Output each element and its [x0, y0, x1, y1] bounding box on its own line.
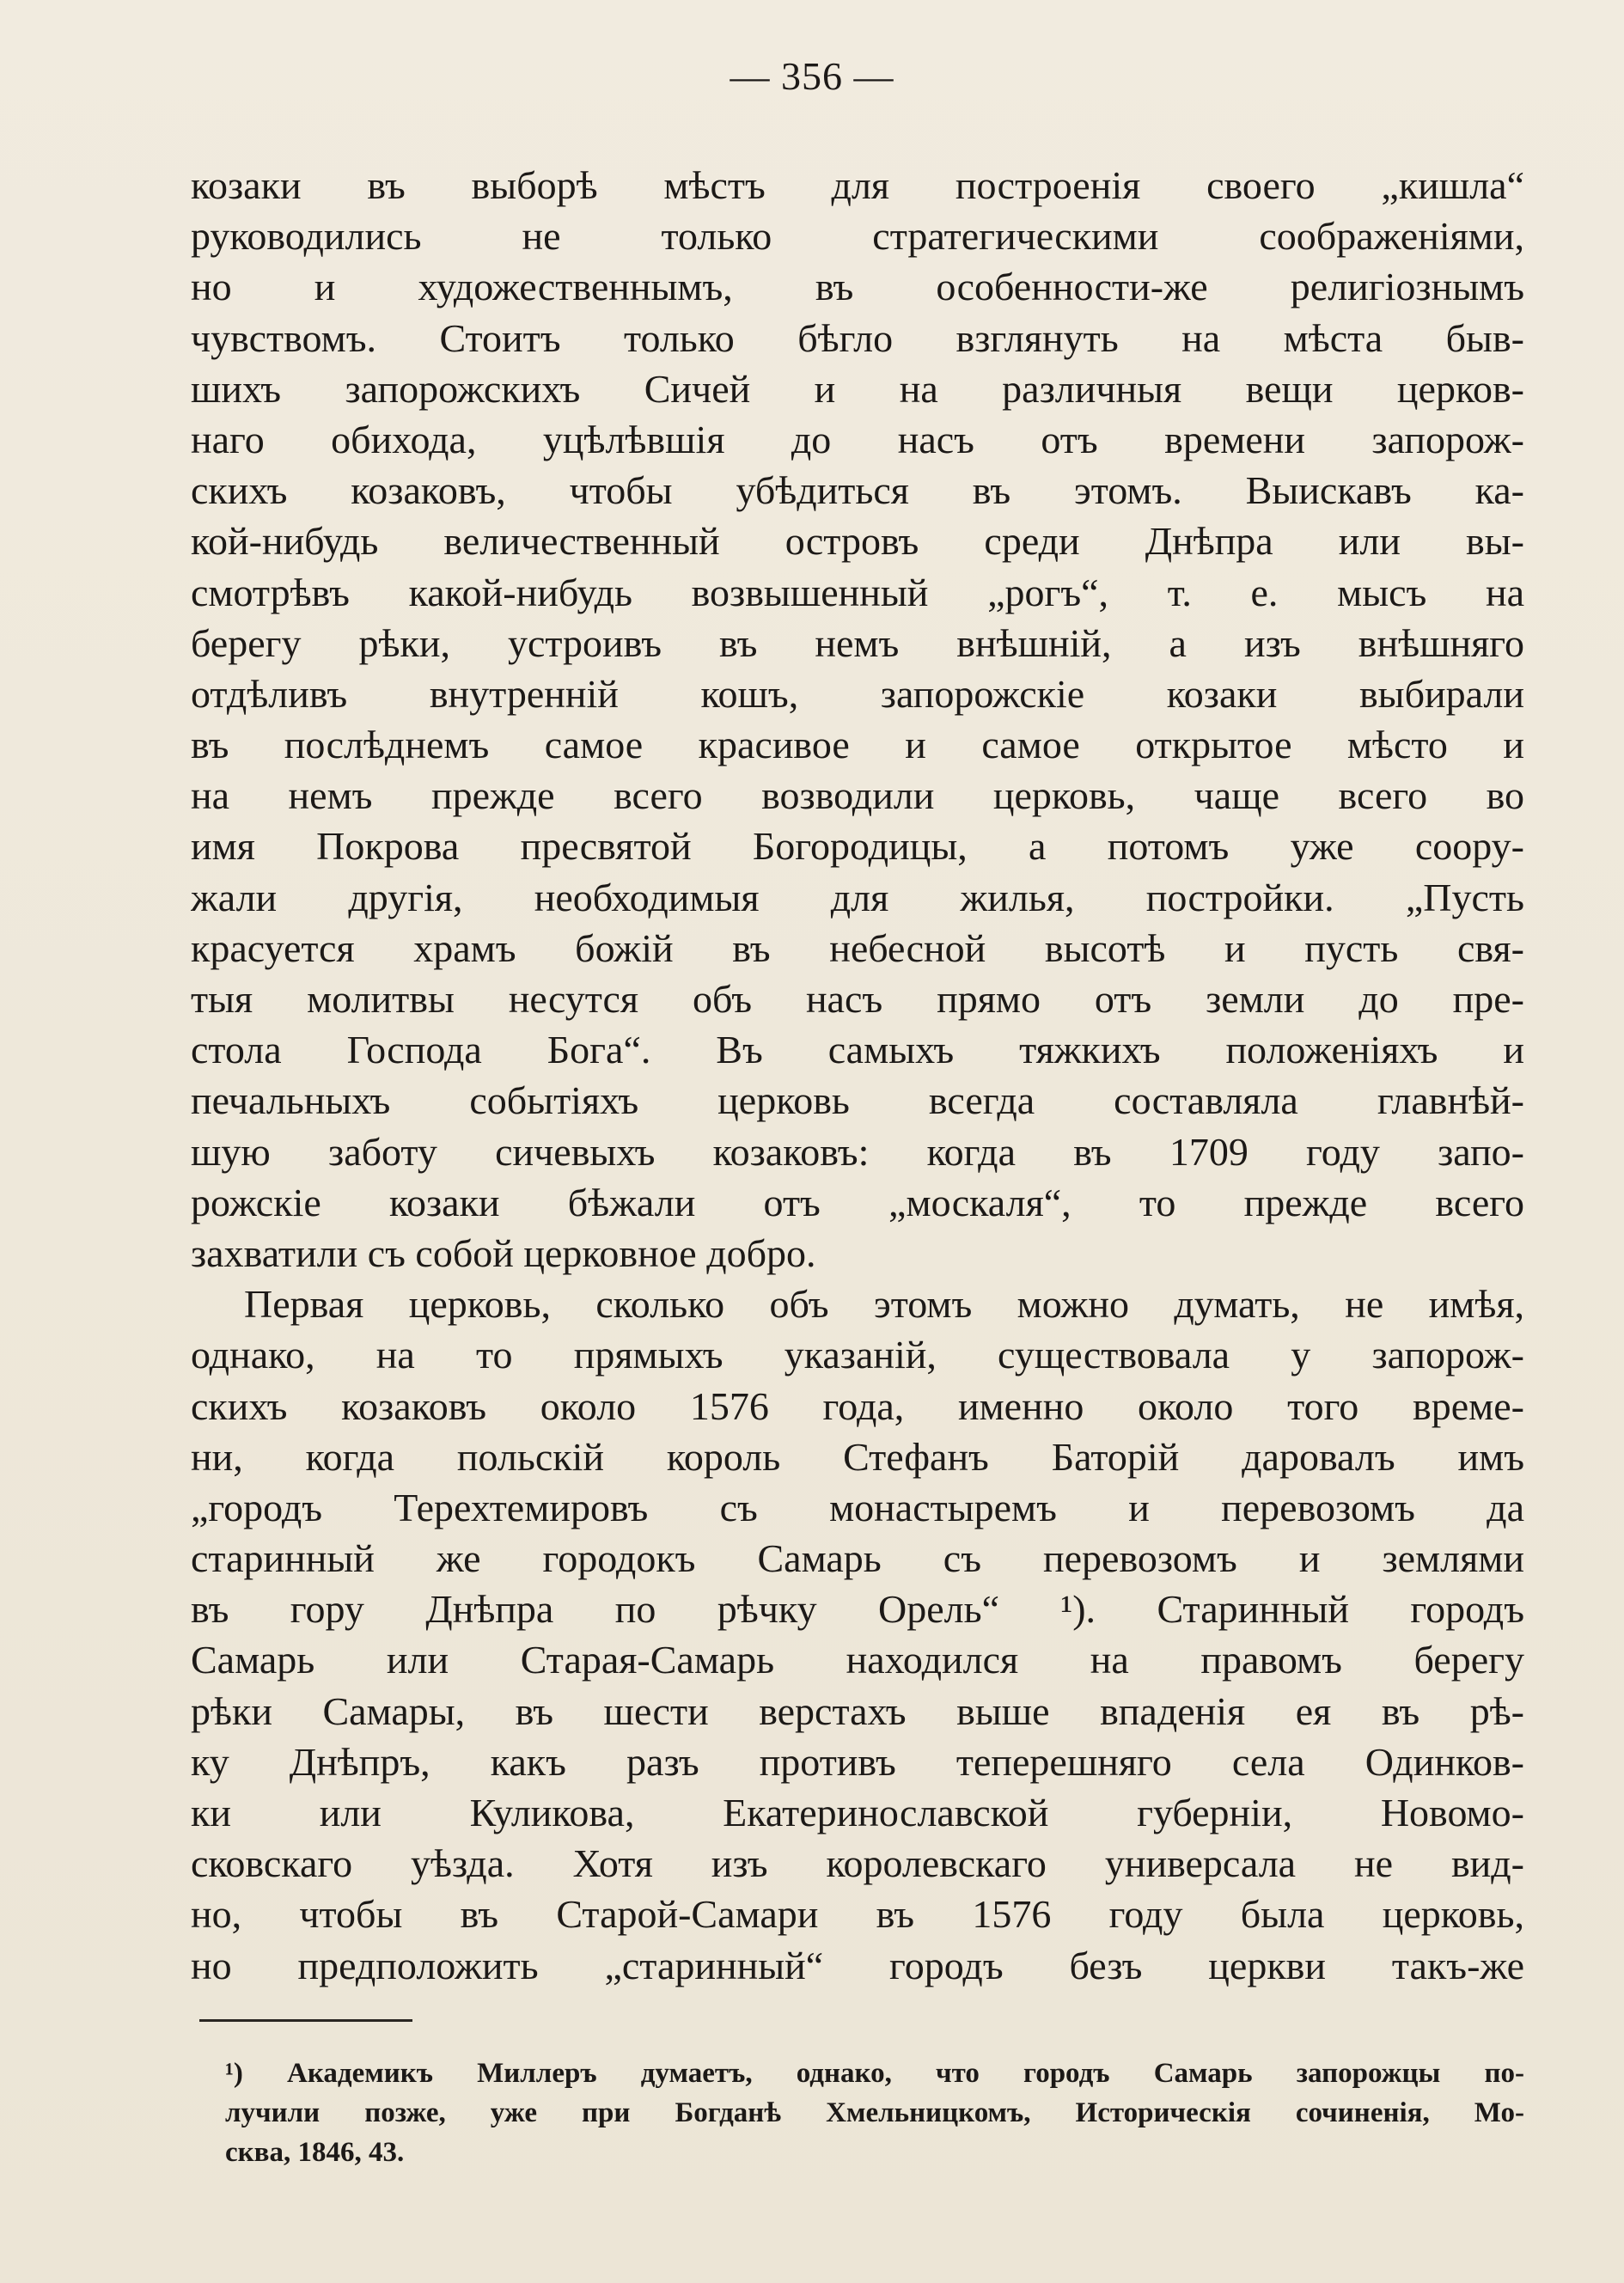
text-line: имя Покрова пресвятой Богородицы, а потомъ уже соору-: [191, 824, 1524, 869]
text-line: скихъ козаковъ около 1576 года, именно около того време-: [191, 1383, 1524, 1428]
text-line: скихъ козаковъ, чтобы убѣдиться въ этомъ. Выискавъ ка-: [191, 468, 1524, 513]
text-line: но и художественнымъ, въ особенности-же религіознымъ: [191, 265, 1524, 309]
footnote-divider: [199, 2019, 412, 2022]
body-text: [191, 160, 1524, 1991]
text-line: жали другія, необходимыя для жилья, постройки. „Пусть: [191, 875, 1524, 919]
text-line: чувствомъ. Стоитъ только бѣгло взглянуть на мѣста быв-: [191, 315, 1524, 360]
text-line: „городъ Терехтемировъ съ монастыремъ и перевозомъ да: [191, 1485, 1524, 1529]
text-line: руководились не только стратегическими соображеніями,: [191, 214, 1524, 259]
text-line: тыя молитвы несутся объ насъ прямо отъ земли до пре-: [191, 977, 1524, 1021]
text-line: Самарь или Старая-Самарь находился на правомъ берегу: [191, 1638, 1524, 1682]
text-line: рожскіе козаки бѣжали отъ „москаля“, то прежде всего: [191, 1180, 1524, 1224]
text-line: однако, на то прямыхъ указаній, существовала у запорож-: [191, 1333, 1524, 1377]
footnote: [225, 2054, 1524, 2172]
text-line: старинный же городокъ Самарь съ перевозомъ и землями: [191, 1536, 1524, 1581]
paragraph-end-line: захватили съ собой церковное добро.: [191, 1230, 816, 1275]
text-line: печальныхъ событіяхъ церковь всегда составляла главнѣй-: [191, 1078, 1524, 1123]
text-line: стола Господа Бога“. Въ самыхъ тяжкихъ положеніяхъ и: [191, 1028, 1524, 1072]
text-line: козаки въ выборѣ мѣстъ для построенія своего „кишла“: [191, 163, 1524, 207]
text-line: но, чтобы въ Старой-Самари въ 1576 году была церковь,: [191, 1892, 1524, 1937]
page-number: — 356 —: [730, 54, 894, 98]
text-line: шихъ запорожскихъ Сичей и на различныя вещи церков-: [191, 366, 1524, 411]
text-line: ни, когда польскій король Стефанъ Баторій даровалъ имъ: [191, 1434, 1524, 1479]
text-line: берегу рѣки, устроивъ въ немъ внѣшній, а изъ внѣшняго: [191, 620, 1524, 665]
footnote-line: ¹) Академикъ Миллеръ думаетъ, однако, что городъ Самарь запорожцы по-: [225, 2058, 1524, 2089]
text-line: наго обихода, уцѣлѣвшія до насъ отъ времени запорож-: [191, 417, 1524, 461]
text-line: шую заботу сичевыхъ козаковъ: когда въ 1709 году запо-: [191, 1129, 1524, 1174]
text-line: но предположить „старинный“ городъ безъ церкви такъ-же: [191, 1943, 1524, 1987]
footnote-reference-line: въ гору Днѣпра по рѣчку Орель“ ¹). Старинный городъ: [191, 1587, 1524, 1632]
text-line: въ послѣднемъ самое красивое и самое открытое мѣсто и: [191, 723, 1524, 767]
text-line: сковскаго уѣзда. Хотя изъ королевскаго универсала не вид-: [191, 1841, 1524, 1886]
paragraph-start-line: Первая церковь, сколько объ этомъ можно думать, не имѣя,: [244, 1282, 1524, 1327]
text-line: ки или Куликова, Екатеринославской губерніи, Новомо-: [191, 1791, 1524, 1834]
footnote-line: сква, 1846, 43.: [225, 2137, 405, 2168]
text-line: кой-нибудь величественный островъ среди Днѣпра или вы-: [191, 519, 1524, 564]
text-line: красуется храмъ божій въ небесной высотѣ и пусть свя-: [191, 925, 1524, 970]
text-line: на немъ прежде всего возводили церковь, чаще всего во: [191, 773, 1524, 818]
text-line: отдѣливъ внутренній кошъ, запорожскіе козаки выбирали: [191, 671, 1524, 716]
text-line: рѣки Самары, въ шести верстахъ выше впаденія ея въ рѣ-: [191, 1688, 1524, 1733]
text-line: ку Днѣпръ, какъ разъ противъ теперешняго села Одинков-: [191, 1739, 1524, 1784]
text-line: смотрѣвъ какой-нибудь возвышенный „рогъ“, т. е. мысъ на: [191, 570, 1524, 614]
footnote-line: лучили позже, уже при Богданѣ Хмельницкомъ, Историческія сочиненія, Мо-: [225, 2097, 1524, 2128]
